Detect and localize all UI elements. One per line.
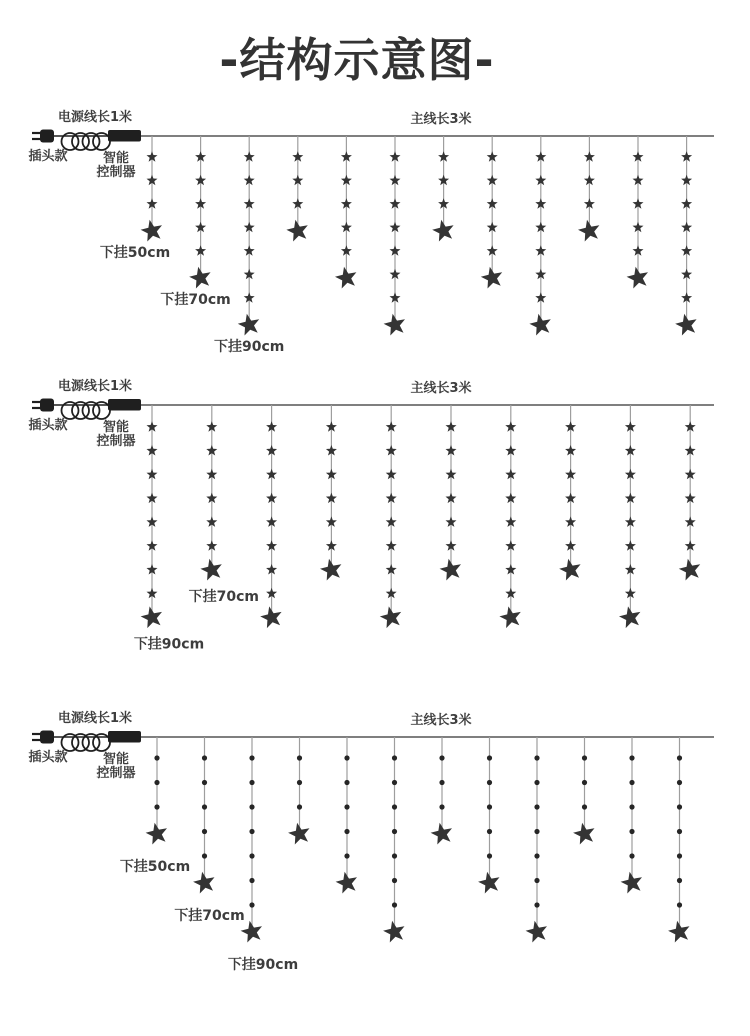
plug-label: 插头款 [28,418,68,433]
terminal-star [320,559,341,581]
terminal-star [578,220,599,242]
bulb-dot [534,902,539,907]
terminal-star [668,921,689,943]
terminal-star [621,872,642,894]
controller-label-line1: 智能 [102,752,130,767]
terminal-star [335,267,356,289]
main-line-label: 主线长3米 [410,381,472,396]
main-line-label: 主线长3米 [410,112,472,127]
terminal-star [288,823,309,845]
bulb-dot [677,878,682,883]
terminal-star [336,872,357,894]
bulb-dot [534,755,539,760]
bulb-dot [487,829,492,834]
bulb-dot [629,853,634,858]
bulb-dot [677,853,682,858]
plug-cord-controller-icon [32,731,714,752]
bulb-dot [677,902,682,907]
plug-cord-controller-icon [32,399,714,420]
controller-icon [108,399,141,411]
bulb-dot [344,755,349,760]
bulb-dot [392,780,397,785]
terminal-star [478,872,499,894]
terminal-star [431,823,452,845]
bulb-dot [487,853,492,858]
terminal-star [619,606,640,628]
bulb-dot [392,755,397,760]
bulb-dot [439,755,444,760]
bulb-dot [392,902,397,907]
bulb-dot [202,853,207,858]
hang-label: 下挂50cm [99,245,171,261]
terminal-star [529,314,550,336]
terminal-star [200,559,221,581]
bulb-dot [249,755,254,760]
terminal-star [193,872,214,894]
controller-label-line1: 智能 [102,420,130,435]
bulb-dot [344,853,349,858]
diagram-style-1 [28,109,714,355]
bulb-dot [582,780,587,785]
bulb-dot [392,853,397,858]
bulb-dot [439,804,444,809]
terminal-star [286,220,307,242]
terminal-star [189,267,210,289]
bulb-dot [297,755,302,760]
terminal-star [573,823,594,845]
terminal-star [238,314,259,336]
hang-label: 下挂50cm [119,859,191,875]
bulb-dot [154,804,159,809]
terminal-star [559,559,580,581]
bulb-dot [154,780,159,785]
bulb-dot [202,829,207,834]
terminal-star [141,220,162,242]
bulb-dot [154,755,159,760]
bulb-dot [534,878,539,883]
hang-label: 下挂90cm [214,339,285,355]
bulb-dot [677,829,682,834]
bulb-dot [249,853,254,858]
bulb-dot [249,878,254,883]
bulb-dot [249,804,254,809]
bulb-dot [344,829,349,834]
bulb-dot [202,755,207,760]
hang-label: 下挂90cm [227,957,299,973]
terminal-star [679,559,700,581]
plug-cord-controller-icon [32,130,714,151]
power-cord-label: 电源线长1米 [57,110,133,125]
controller-icon [108,731,141,743]
power-cord-label: 电源线长1米 [57,711,133,726]
hang-length-labels [120,858,298,973]
bulb-dot [249,902,254,907]
bulb-dot [202,804,207,809]
hang-label: 下挂90cm [133,636,205,653]
terminal-star [241,921,262,943]
bulb-dot [677,780,682,785]
diagram-style-3 [28,710,714,973]
bulb-dot [202,780,207,785]
plug-label: 插头款 [28,750,68,765]
bulb-dot [534,829,539,834]
main-line-label: 主线长3米 [410,713,472,728]
controller-label-line1: 智能 [102,151,130,166]
bulb-dot [487,755,492,760]
terminal-star [380,606,401,628]
bulb-dot [677,804,682,809]
terminal-star [146,823,167,845]
bulb-dot [629,804,634,809]
page-title: -结构示意图- [219,33,495,87]
bulb-dot [487,780,492,785]
terminal-star [432,220,453,242]
plug-label: 插头款 [28,149,68,164]
controller-icon [108,130,141,142]
hang-label: 下挂70cm [160,292,231,308]
power-cord-label: 电源线长1米 [57,379,133,394]
plug-icon [40,731,54,744]
terminal-star [260,606,281,628]
bulb-dot [439,780,444,785]
bulb-dot [392,878,397,883]
bulb-dot [249,780,254,785]
hang-label: 下挂70cm [188,589,259,605]
terminal-star [675,314,696,336]
terminal-star [499,606,520,628]
terminal-star [627,267,648,289]
bulb-dot [392,829,397,834]
bulb-dot [344,780,349,785]
bulb-dot [487,804,492,809]
diagram-style-2 [28,378,714,653]
bulb-dot [297,804,302,809]
plug-icon [40,399,54,412]
bulb-dot [344,804,349,809]
bulb-dot [629,829,634,834]
bulb-dot [297,780,302,785]
hang-label: 下挂70cm [174,908,245,924]
terminal-star [383,921,404,943]
bulb-dot [534,853,539,858]
plug-icon [40,130,54,143]
bulb-dot [534,780,539,785]
controller-label-line2: 控制器 [96,165,136,180]
terminal-star [440,559,461,581]
bulb-dot [582,804,587,809]
bulb-dot [677,755,682,760]
terminal-star [384,314,405,336]
bulb-dot [534,804,539,809]
controller-label-line2: 控制器 [96,766,136,781]
controller-label-line2: 控制器 [96,434,136,449]
bulb-dot [392,804,397,809]
bulb-dot [249,829,254,834]
terminal-star [141,606,162,628]
bulb-dot [629,755,634,760]
hang-length-labels [100,244,285,355]
bulb-dot [629,780,634,785]
bulb-dot [582,755,587,760]
terminal-star [481,267,502,289]
terminal-star [526,921,547,943]
